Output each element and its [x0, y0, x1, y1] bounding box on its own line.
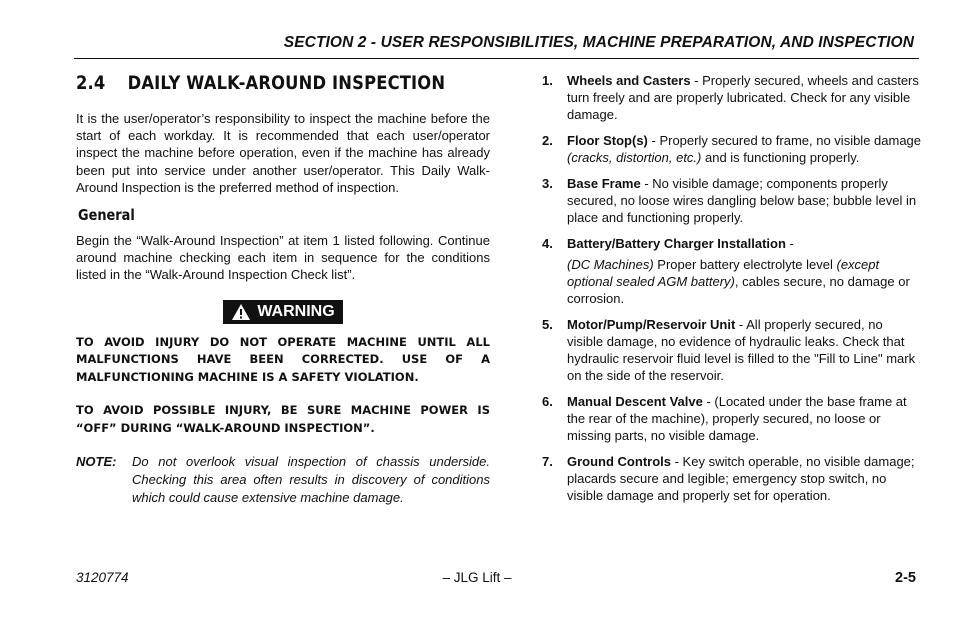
list-item [542, 175, 922, 226]
item-title: Floor Stop(s) [567, 133, 648, 148]
item-number: 7. [542, 454, 553, 469]
item-text: - No visible damage; components properly secured, no loose wires dangling below base; bubble level in place and functioning properly. [567, 176, 917, 225]
item-text: - [785, 236, 794, 251]
item-number: 5. [542, 317, 553, 332]
warning-triangle-icon [231, 303, 251, 321]
item-number: 6. [542, 394, 553, 409]
list-item [542, 72, 922, 123]
item-text: - Properly secured, wheels and casters turn freely and are properly lubricated. Check for any visible damage. [567, 73, 919, 122]
list-item [542, 453, 922, 504]
list-item [542, 132, 922, 166]
item-sub-italic-b: (except optional sealed AGM battery) [567, 257, 880, 289]
note-block [76, 453, 490, 506]
warning-text-1: TO AVOID INJURY DO NOT OPERATE MACHINE UNTIL ALL MALFUNCTIONS HAVE BEEN CORRECTED. USE OF A MALFUNCTIONING MACHINE IS A SAFETY VIOLATION. [76, 334, 490, 384]
item-text: - (Located under the base frame at the rear of the machine), properly secured, no loose or missing parts, no visible damage. [567, 394, 907, 443]
right-column [542, 72, 922, 513]
item-subtext [567, 256, 922, 307]
list-item [542, 235, 922, 307]
section-title [76, 72, 446, 94]
item-number: 3. [542, 176, 553, 191]
item-sub-italic-a: (DC Machines) [567, 257, 654, 272]
item-sub-text-a: Proper battery electrolyte level [653, 257, 837, 272]
warning-badge [223, 300, 342, 324]
note-text: Do not overlook visual inspection of chassis underside. Checking this area often results in discovery of conditions which could cause extensive machine damage. [132, 454, 490, 505]
item-sub-text-b: , cables secure, no damage or corrosion. [567, 274, 910, 306]
item-title: Battery/Battery Charger Installation [567, 236, 786, 251]
general-paragraph: Begin the “Walk-Around Inspection” at item 1 listed following. Continue around machine checking each item in sequence for the conditions listed in the “Walk-Around Inspection Check list”. [76, 233, 490, 283]
item-title: Base Frame [567, 176, 641, 191]
item-text-italic: (cracks, distortion, etc.) [567, 150, 702, 165]
warning-banner [76, 300, 490, 326]
list-item [542, 393, 922, 444]
footer-page-number: 2-5 [895, 570, 916, 586]
item-number: 1. [542, 73, 553, 88]
general-heading: General [78, 206, 135, 225]
section-number: 2.4 [76, 72, 106, 94]
left-column [76, 72, 490, 507]
footer-doc-number: 3120774 [76, 570, 129, 585]
item-title: Wheels and Casters [567, 73, 691, 88]
item-title: Motor/Pump/Reservoir Unit [567, 317, 736, 332]
item-title: Ground Controls [567, 454, 671, 469]
item-text: - Properly secured to frame, no visible damage [647, 133, 922, 148]
header-rule [74, 58, 919, 59]
item-number: 4. [542, 236, 553, 251]
footer-center-text: – JLG Lift – [442, 570, 512, 585]
item-text: - All properly secured, no visible damage, no evidence of hydraulic leaks. Check that hydraulic reservoir fluid level is filled to the "Fill to Line" mark on the side of the reservoir. [567, 317, 916, 383]
warning-label: WARNING [257, 302, 335, 320]
warning-text-2: TO AVOID POSSIBLE INJURY, BE SURE MACHINE POWER IS “OFF” DURING “WALK-AROUND INSPECTION”. [76, 403, 490, 435]
intro-paragraph: It is the user/operator’s responsibility to inspect the machine before the start of each workday. It is recommended that each user/operator inspect the machine before operation, even if the machine has already been put into service under another user/operator. This Daily Walk-Around Inspection is the preferred method of inspection. [76, 111, 490, 195]
list-item [542, 316, 922, 384]
item-title: Manual Descent Valve [567, 394, 703, 409]
item-text: - Key switch operable, no visible damage; placards secure and legible; emergency stop switch, no visible damage and properly set for operation. [567, 454, 915, 503]
section-title-text: DAILY WALK-AROUND INSPECTION [127, 72, 446, 94]
item-number: 2. [542, 133, 553, 148]
running-header: SECTION 2 - USER RESPONSIBILITIES, MACHINE PREPARATION, AND INSPECTION [283, 34, 914, 51]
note-label: NOTE: [76, 454, 117, 470]
item-text-cont: and is functioning properly. [701, 150, 860, 165]
